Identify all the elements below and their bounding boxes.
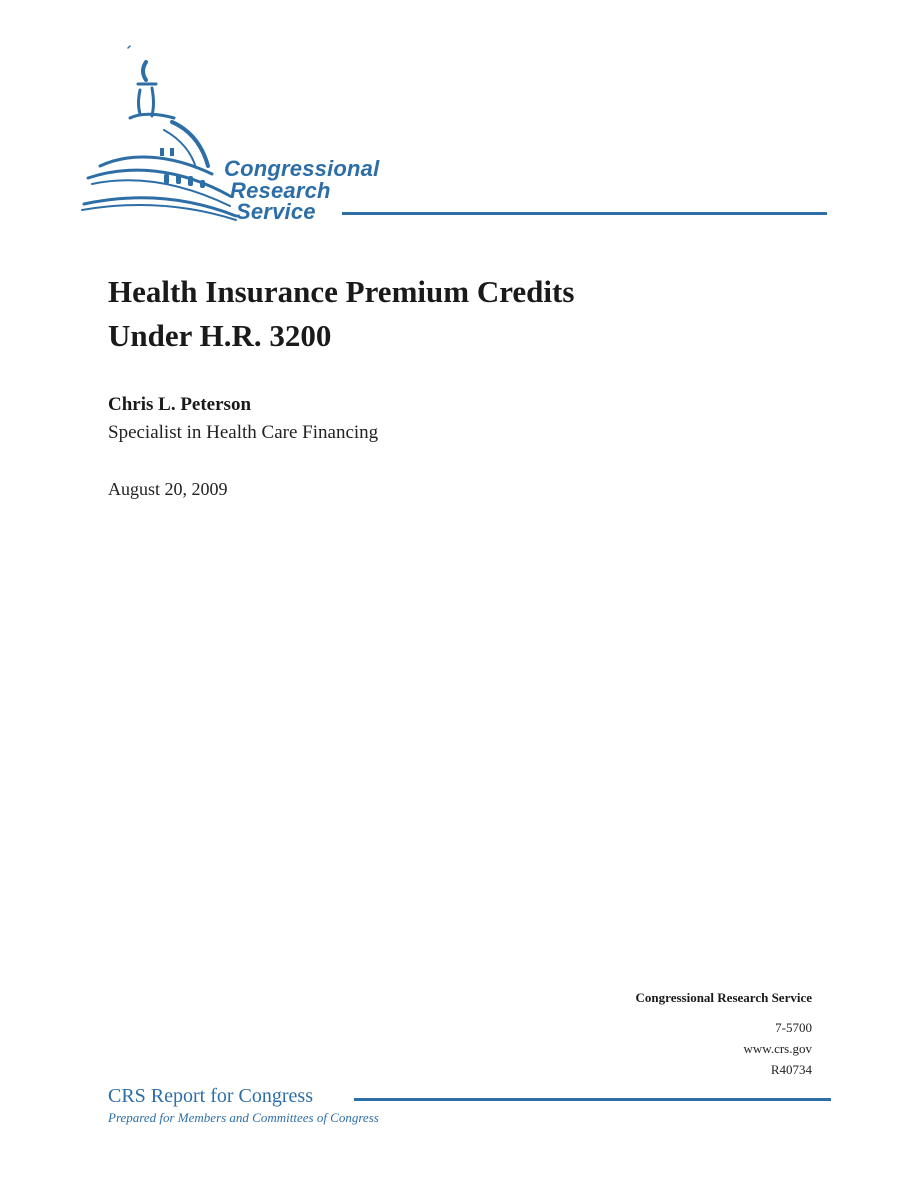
author-name: Chris L. Peterson [108, 394, 252, 415]
footer-subtitle: Prepared for Members and Committees of Congress [108, 1110, 379, 1125]
crs-logo [80, 44, 840, 234]
footer-divider [354, 1098, 831, 1101]
publisher-org: Congressional Research Service [635, 990, 812, 1005]
logo-text-research: Research [230, 178, 331, 203]
report-date: August 20, 2009 [108, 479, 228, 499]
publisher-website: www.crs.gov [743, 1041, 812, 1056]
logo-text-congressional: Congressional [224, 156, 380, 181]
author-position: Specialist in Health Care Financing [108, 422, 379, 443]
report-title [108, 270, 574, 358]
publisher-info [636, 990, 812, 1080]
publisher-phone: 7-5700 [775, 1020, 812, 1035]
report-title-line2: Under H.R. 3200 [108, 318, 332, 353]
logo-divider [342, 212, 827, 215]
logo-text-service: Service [236, 199, 316, 224]
footer-title: CRS Report for Congress [108, 1085, 313, 1107]
report-number: R40734 [770, 1062, 812, 1077]
report-title-line1: Health Insurance Premium Credits [108, 274, 575, 309]
